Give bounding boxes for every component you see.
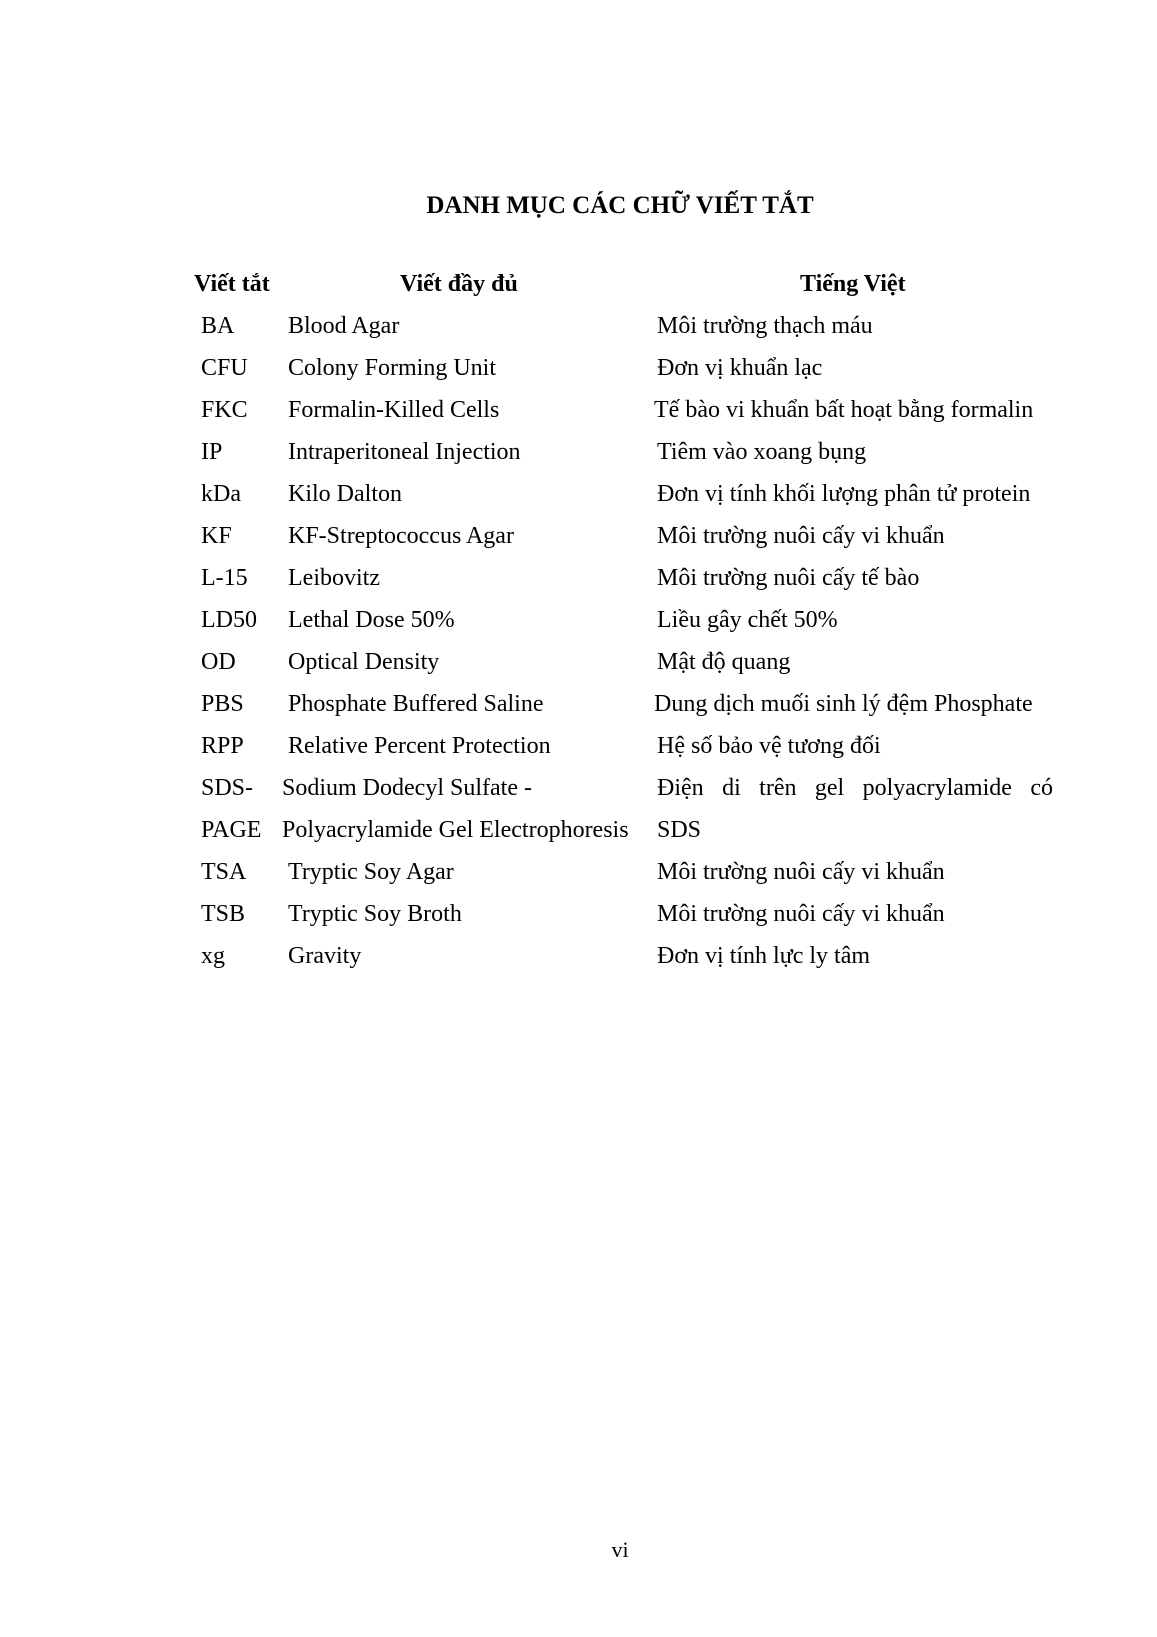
table-row — [0, 770, 1157, 812]
full-name-cell: Tryptic Soy Broth — [288, 901, 462, 927]
table-row — [0, 518, 1157, 560]
abbreviation-cell: CFU — [201, 355, 248, 381]
table-row — [0, 896, 1157, 938]
full-name-cell: Gravity — [288, 943, 362, 969]
abbreviation-cell: PAGE — [201, 817, 262, 843]
full-name-cell: Kilo Dalton — [288, 481, 402, 507]
table-row — [0, 560, 1157, 602]
vietnamese-cell: Tiêm vào xoang bụng — [657, 439, 867, 465]
full-name-cell: KF-Streptococcus Agar — [288, 523, 514, 549]
vietnamese-cell: Điện di trên gel polyacrylamide có — [657, 775, 1053, 801]
vietnamese-cell: Đơn vị tính lực ly tâm — [657, 943, 871, 969]
vietnamese-cell: Dung dịch muối sinh lý đệm Phosphate — [654, 691, 1033, 717]
full-name-cell: Lethal Dose 50% — [288, 607, 455, 633]
table-row — [0, 602, 1157, 644]
vietnamese-cell: Đơn vị tính khối lượng phân tử protein — [657, 481, 1031, 507]
full-name-cell: Colony Forming Unit — [288, 355, 497, 381]
vietnamese-cell: Môi trường nuôi cấy vi khuẩn — [657, 859, 945, 885]
abbreviation-cell: TSB — [201, 901, 246, 927]
vietnamese-cell: Liều gây chết 50% — [657, 607, 838, 633]
table-row — [0, 434, 1157, 476]
abbreviation-cell: BA — [201, 313, 235, 339]
full-name-cell: Formalin-Killed Cells — [288, 397, 500, 423]
vietnamese-cell: Môi trường nuôi cấy tế bào — [657, 565, 920, 591]
table-row — [0, 476, 1157, 518]
full-name-cell: Relative Percent Protection — [288, 733, 551, 759]
full-name-cell: Sodium Dodecyl Sulfate - — [282, 775, 532, 801]
full-name-cell: Optical Density — [288, 649, 440, 675]
table-row — [0, 728, 1157, 770]
abbreviation-cell: L-15 — [201, 565, 248, 591]
vietnamese-cell: Mật độ quang — [657, 649, 791, 675]
abbreviation-cell: xg — [201, 943, 225, 969]
vietnamese-cell: SDS — [657, 817, 702, 843]
vietnamese-cell: Môi trường thạch máu — [657, 313, 873, 339]
full-name-cell: Polyacrylamide Gel Electrophoresis — [282, 817, 629, 843]
vietnamese-cell: Hệ số bảo vệ tương đối — [657, 733, 881, 759]
abbreviation-cell: IP — [201, 439, 223, 465]
header-full-name: Viết đầy đủ — [400, 271, 518, 297]
abbreviation-cell: FKC — [201, 397, 248, 423]
table-row — [0, 686, 1157, 728]
vietnamese-cell: Tế bào vi khuẩn bất hoạt bằng formalin — [654, 397, 1034, 423]
table-row — [0, 308, 1157, 350]
vietnamese-cell: Đơn vị khuẩn lạc — [657, 355, 823, 381]
abbreviation-cell: OD — [201, 649, 236, 675]
abbreviation-cell: PBS — [201, 691, 244, 717]
page-title: DANH MỤC CÁC CHỮ VIẾT TẮT — [426, 192, 814, 219]
abbreviation-cell: LD50 — [201, 607, 257, 633]
table-row — [0, 644, 1157, 686]
table-row — [0, 854, 1157, 896]
abbreviation-cell: TSA — [201, 859, 247, 885]
full-name-cell: Intraperitoneal Injection — [288, 439, 521, 465]
abbreviation-cell: kDa — [201, 481, 241, 507]
table-row — [0, 350, 1157, 392]
header-abbreviation: Viết tắt — [194, 271, 270, 297]
abbreviation-cell: RPP — [201, 733, 244, 759]
full-name-cell: Leibovitz — [288, 565, 380, 591]
table-row — [0, 392, 1157, 434]
vietnamese-cell: Môi trường nuôi cấy vi khuẩn — [657, 901, 945, 927]
abbreviation-cell: SDS- — [201, 775, 254, 801]
page-number: vi — [611, 1537, 629, 1562]
table-row — [0, 938, 1157, 980]
full-name-cell: Phosphate Buffered Saline — [288, 691, 544, 717]
full-name-cell: Blood Agar — [288, 313, 400, 339]
full-name-cell: Tryptic Soy Agar — [288, 859, 454, 885]
header-vietnamese: Tiếng Việt — [800, 271, 906, 297]
table-row — [0, 812, 1157, 854]
abbreviation-cell: KF — [201, 523, 232, 549]
table-header — [0, 266, 1157, 308]
vietnamese-cell: Môi trường nuôi cấy vi khuẩn — [657, 523, 945, 549]
